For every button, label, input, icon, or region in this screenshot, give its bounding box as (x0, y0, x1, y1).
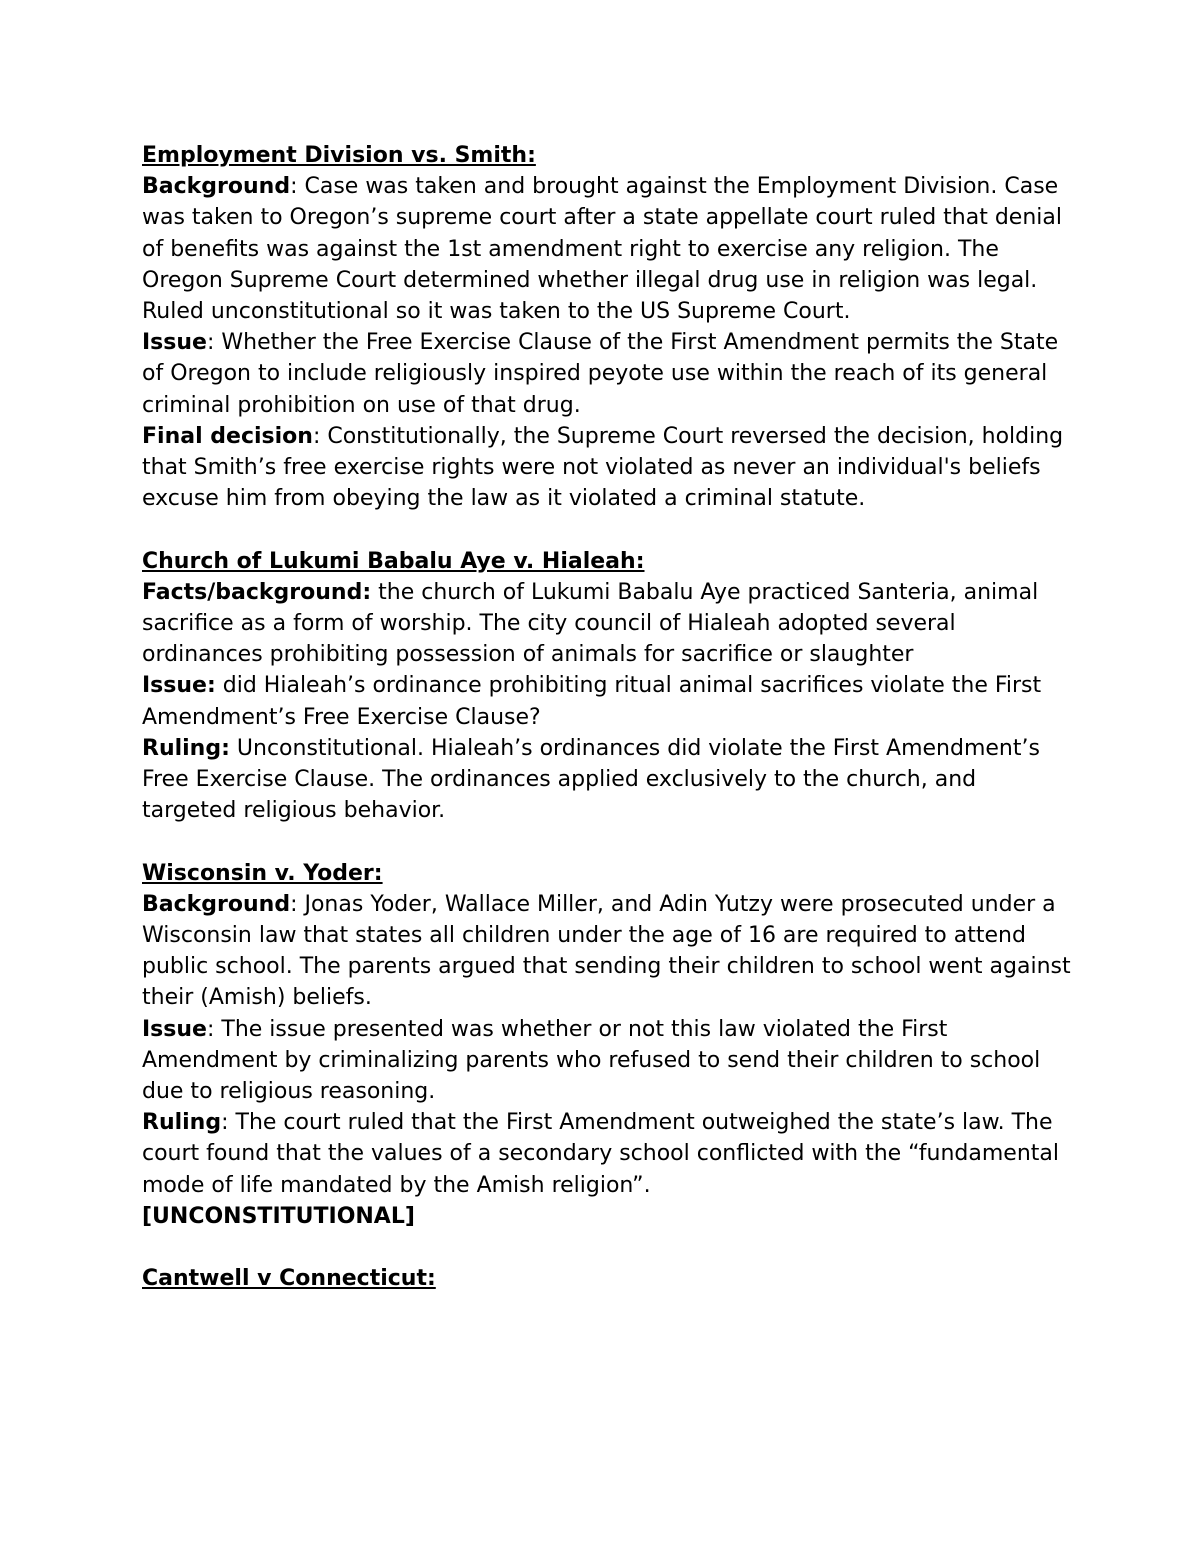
paragraph-text: Constitutionally, the Supreme Court reversed the decision, holding that Smith’s free exercise rights were not violated as never an individual's beliefs excuse him from obeying the law as it violated a criminal statute. (142, 423, 1064, 512)
section-title: Church of Lukumi Babalu Aye v. Hialeah: (142, 548, 645, 574)
issue-paragraph (142, 1014, 1072, 1108)
paragraph-text: the church of Lukumi Babalu Aye practiced Santeria, animal sacrifice as a form of worship. The city council of Hialeah adopted several ordinances prohibiting possession of animals for sacrifice or slaughter (142, 579, 1039, 668)
paragraph-label: Final decision (142, 423, 313, 449)
paragraph-label: Ruling (142, 1110, 222, 1136)
section-title: Cantwell v Connecticut: (142, 1266, 436, 1292)
label-separator: : (206, 1016, 222, 1042)
label-separator (216, 673, 223, 698)
case-section-wisconsin-yoder (142, 858, 1072, 1232)
label-separator: : (290, 891, 305, 917)
facts-paragraph (142, 577, 1072, 671)
paragraph-label: Ruling: (142, 735, 230, 761)
case-section-cantwell (142, 1263, 1072, 1294)
paragraph-label: Issue (142, 1016, 207, 1042)
paragraph-text: Jonas Yoder, Wallace Miller, and Adin Yutzy were prosecuted under a Wisconsin law that states all children under the age of 16 are required to attend public school. The parents argued that sending their children to school went against their (Amish) beliefs. (142, 891, 1071, 1011)
paragraph-label: Issue (142, 330, 207, 356)
paragraph-label: Background (142, 891, 291, 917)
case-section-lukumi (142, 546, 1072, 827)
issue-paragraph (142, 327, 1072, 421)
verdict-label: [UNCONSTITUTIONAL] (142, 1203, 415, 1229)
final-decision-paragraph (142, 421, 1072, 515)
paragraph-text: Whether the Free Exercise Clause of the First Amendment permits the State of Oregon to include religiously inspired peyote use within the reach of its general criminal prohibition on use of that drug. (142, 330, 1059, 418)
paragraph-text: did Hialeah’s ordinance prohibiting ritual animal sacrifices violate the First Amendment’s Free Exercise Clause? (142, 673, 1042, 730)
label-separator (230, 736, 237, 761)
label-separator: : (206, 330, 222, 356)
blank-line (142, 826, 1072, 857)
paragraph-text: Case was taken and brought against the Employment Division. Case was taken to Oregon’s supreme court after a state appellate court ruled that denial of benefits was against the 1st amendment right to exercise any religion. The Oregon Supreme Court determined whether illegal drug use in religion was legal. Ruled unconstitutional so it was taken to the US Supreme Court. (142, 174, 1062, 325)
label-separator: : (221, 1110, 236, 1136)
ruling-paragraph (142, 1107, 1072, 1201)
label-separator: : (290, 174, 305, 200)
section-title: Employment Division vs. Smith: (142, 143, 536, 168)
document-page (142, 140, 1072, 1294)
paragraph-text: The issue presented was whether or not this law violated the First Amendment by criminalizing parents who refused to send their children to school due to religious reasoning. (142, 1016, 1041, 1105)
label-separator: : (312, 423, 328, 449)
issue-paragraph (142, 670, 1072, 732)
background-paragraph (142, 889, 1072, 1014)
blank-line (142, 1232, 1072, 1263)
ruling-paragraph (142, 733, 1072, 827)
paragraph-label: Issue: (142, 673, 216, 699)
paragraph-text: The court ruled that the First Amendment outweighed the state’s law. The court found that the values of a secondary school conflicted with the “fundamental mode of life mandated by the Amish religion”. (142, 1110, 1059, 1198)
background-paragraph (142, 171, 1072, 327)
case-section-employment-division (142, 140, 1072, 514)
paragraph-text: Unconstitutional. Hialeah’s ordinances did violate the First Amendment’s Free Exercise Clause. The ordinances applied exclusively to the church, and targeted religious behavior. (142, 735, 1040, 824)
paragraph-label: Background (142, 174, 291, 200)
paragraph-label: Facts/background: (142, 579, 372, 605)
section-title: Wisconsin v. Yoder: (142, 860, 383, 886)
blank-line (142, 514, 1072, 545)
